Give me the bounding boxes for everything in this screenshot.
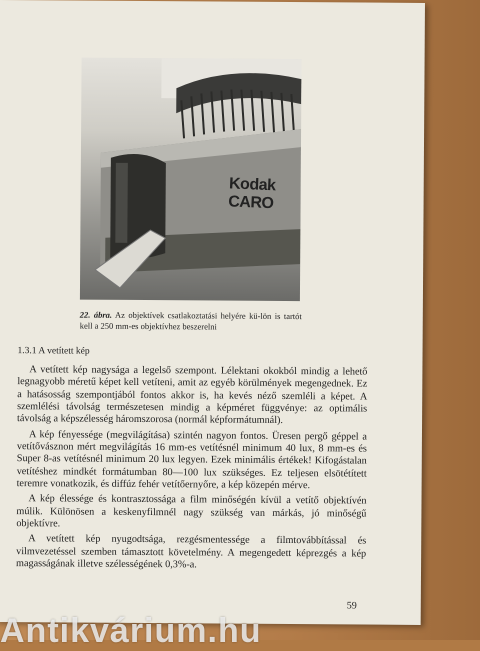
paragraph: A kép fényessége (megvilágítása) szintén nagyon fontos. Üresen pergő géppel a vetítővásznon mért megvilágítás 16 mm-es vetítésnél minimum 40 lux, 8 mm-es és Super 8-as vetítésnél minimum 20 lux legyen. Ezek minimális értékek! Kifogástalan vetítéshez mindkét formátumban 80—100 lux szükséges. Ez teljesen elsötétített teremre vonatkozik, és diffúz fehér vetítőernyőre, a kép közepén mérve. [16,428,367,492]
projector-brand-label: Kodak CARO [227,175,276,213]
page-number: 59 [346,600,357,612]
watermark: Antikvárium.hu [0,612,262,650]
figure-caption-label: 22. ábra. [79,309,113,320]
paragraph: A vetített kép nyugodtsága, rezgésmentessége a filmtovábbítással és vilmvezetéssel szemben támasztott követelmény. A megengedett képrezgés a kép magasságának illetve szélességének 0,3%-a. [16,533,367,571]
section-heading: 1.3.1 A vetített kép [17,346,90,357]
figure-caption [80,310,302,334]
paragraph: A vetített kép nagysága a legelső szempont. Lélektani okokból mindig a lehető legnagyobb méretű képet kell vetíteni, amit az egyéb körülmények megengednek. Ez a hatásosság szempontjából fontos akkor is, ha kevés néző szemléli a képet. A szemlélési távolság természetesen mindig a képméret függvénye: az optimális távolság a képszélesség háromszorosa (normál képformátumnál). [17,364,368,427]
figure-caption-text: Az objektívek csatlakoztatási helyére kü-lön is tartót kell a 250 mm-es objektívhez beszerelni [79,309,302,332]
paragraph: A kép élessége és kontrasztossága a film minőségén kívül a vetítő objektívén múlik. Különösen a keskenyfilmnél nagy szükség van márkás, jó minőségű objektívre. [16,493,367,530]
figure-photo [80,58,302,302]
section-body [16,364,367,576]
